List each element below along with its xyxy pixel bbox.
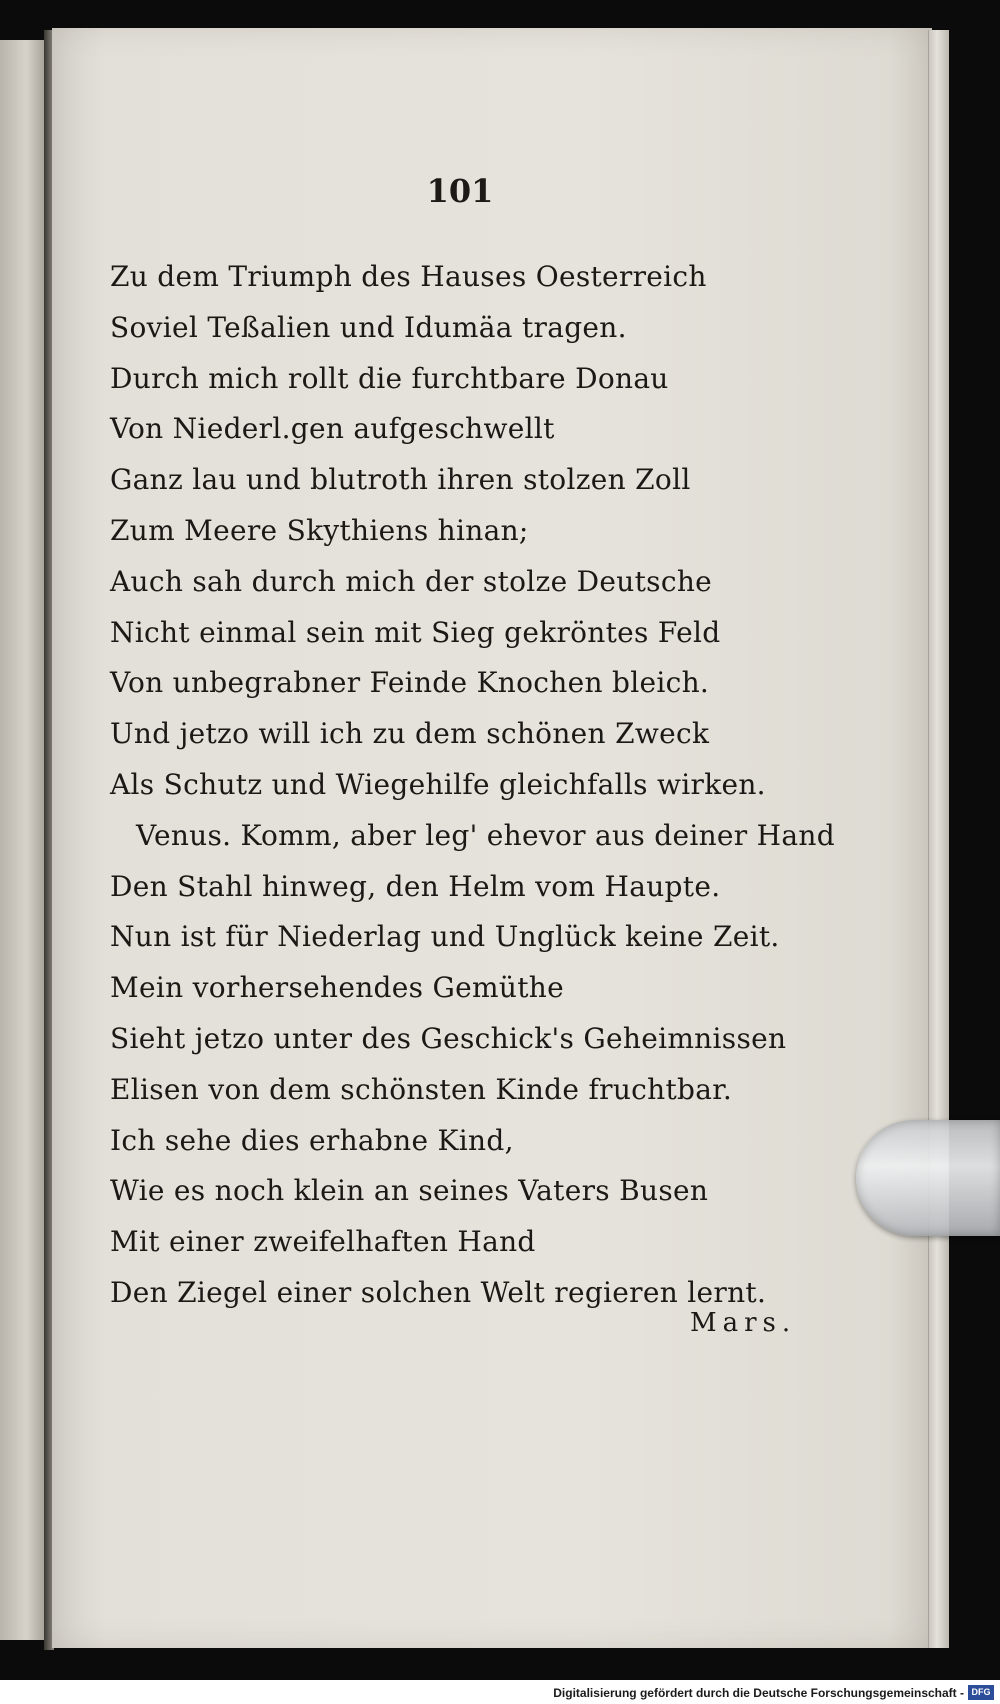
verse-line: Den Stahl hinweg, den Helm vom Haupte. [110,869,721,903]
verse-line: Ich sehe dies erhabne Kind, [110,1123,514,1157]
verse-line: Nicht einmal sein mit Sieg gekröntes Feld [110,615,721,649]
verse-line: Als Schutz und Wiegehilfe gleichfalls wirken. [110,767,766,801]
dfg-logo-icon: DFG [968,1685,994,1700]
verse-line: Nun ist für Niederlag und Unglück keine Zeit. [110,920,780,954]
verse-line: Elisen von dem schönsten Kinde fruchtbar. [110,1072,733,1106]
verse-line-speaker: Venus. Komm, aber leg' ehevor aus deiner Hand [136,818,835,852]
verse-line: Soviel Teßalien und Idumäa tragen. [110,310,627,344]
left-page-edge [0,40,46,1640]
verse-line: Ganz lau und blutroth ihren stolzen Zoll [110,463,691,497]
verse-line: Von unbegrabner Feinde Knochen bleich. [110,666,710,700]
verse-line: Mit einer zweifelhaften Hand [110,1225,536,1259]
verse-line: Auch sah durch mich der stolze Deutsche [110,564,713,598]
verse-line: Von Niederl.gen aufgeschwellt [110,412,555,446]
verse-line: Wie es noch klein an seines Vaters Busen [110,1174,709,1208]
catchword: Mars. [690,1308,797,1338]
page-stack-edge [928,30,949,1648]
funding-notice: Digitalisierung gefördert durch die Deutsche Forschungsgemeinschaft - [553,1686,964,1700]
verse-text [110,252,835,1319]
page-clip [856,1120,1000,1236]
digitization-footer [0,1680,1000,1704]
verse-line: Und jetzo will ich zu dem schönen Zweck [110,717,710,751]
verse-line: Zu dem Triumph des Hauses Oesterreich [110,260,707,293]
page-number: 101 [426,172,494,210]
verse-line: Den Ziegel einer solchen Welt regieren lernt. [110,1275,767,1309]
verse-line: Mein vorhersehendes Gemüthe [110,971,564,1005]
verse-line: Zum Meere Skythiens hinan; [110,513,529,547]
verse-line: Durch mich rollt die furchtbare Donau [110,361,669,395]
verse-line: Sieht jetzo unter des Geschick's Geheimnissen [110,1021,787,1055]
